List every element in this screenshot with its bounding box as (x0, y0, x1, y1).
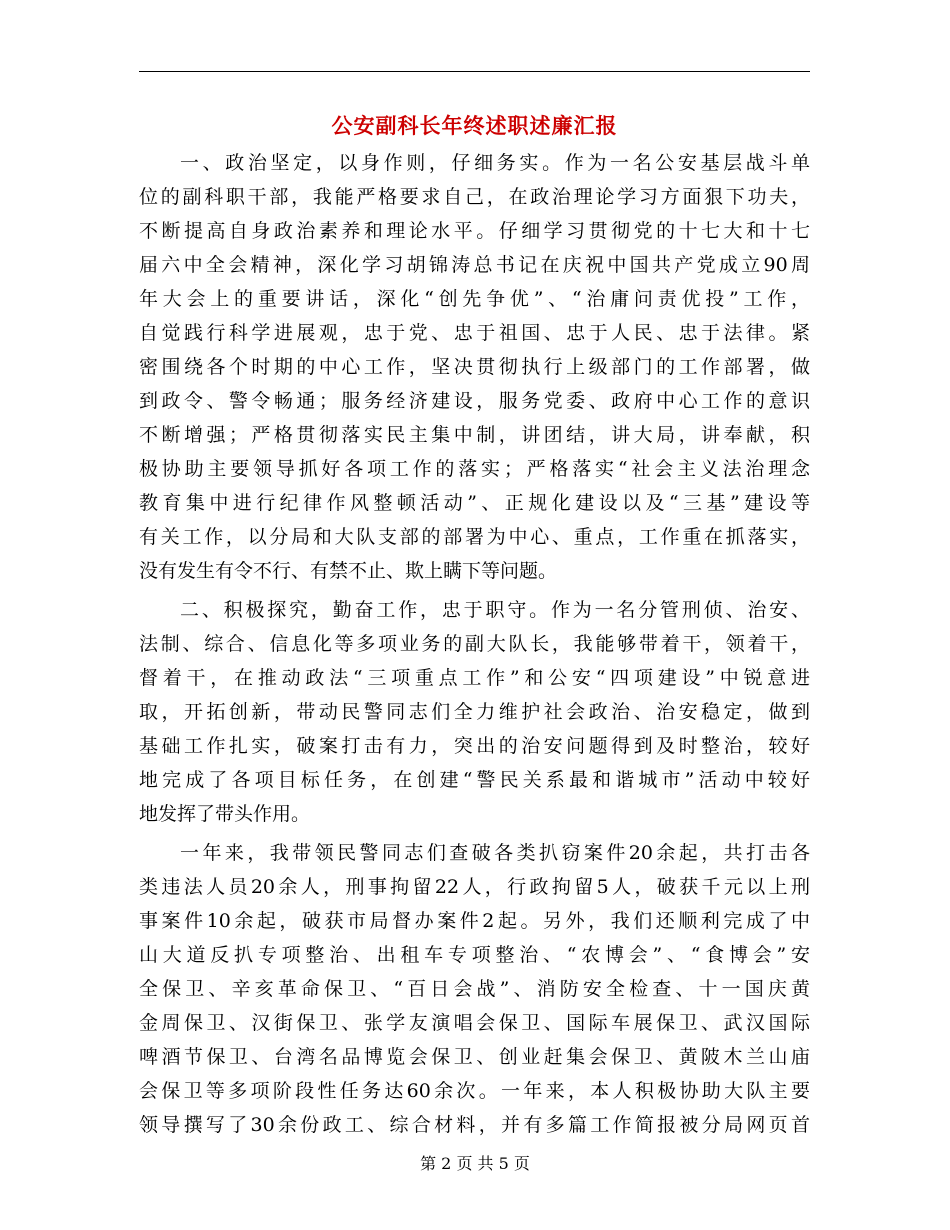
paragraph-line: 金周保卫、汉街保卫、张学友演唱会保卫、国际车展保卫、武汉国际 (139, 1012, 810, 1034)
paragraph-line: 地完成了各项目标任务，在创建“警民关系最和谐城市”活动中较好 (139, 769, 810, 791)
body-paragraph (139, 146, 810, 588)
paragraph-line: 教育集中进行纪律作风整顿活动”、正规化建设以及“三基”建设等 (139, 492, 810, 514)
paragraph-line: 事案件10余起，破获市局督办案件2起。另外，我们还顺利完成了中 (139, 910, 810, 932)
document-title: 公安副科长年终述职述廉汇报 (331, 113, 618, 138)
paragraph-line: 年大会上的重要讲话，深化“创先争优”、“治庸问责优投”工作， (139, 288, 810, 310)
paragraph-line: 取，开拓创新，带动民警同志们全力维护社会政治、治安稳定，做到 (139, 701, 810, 723)
paragraph-line: 领导撰写了30余份政工、综合材料，并有多篇工作简报被分局网页首 (139, 1114, 810, 1136)
paragraph-line: 地发挥了带头作用。 (139, 803, 311, 825)
paragraph-line: 督着干，在推动政法“三项重点工作”和公安“四项建设”中锐意进 (139, 667, 810, 689)
page-number: 第 2 页 共 5 页 (420, 1154, 530, 1173)
paragraph-line: 位的副科职干部，我能严格要求自己，在政治理论学习方面狠下功夫， (139, 186, 810, 208)
paragraph-line: 届六中全会精神，深化学习胡锦涛总书记在庆祝中国共产党成立90周 (139, 254, 810, 276)
paragraph-line: 基础工作扎实，破案打击有力，突出的治安问题得到及时整治，较好 (139, 735, 810, 757)
paragraph-line: 到政令、警令畅通；服务经济建设，服务党委、政府中心工作的意识 (139, 390, 810, 412)
paragraph-line: 会保卫等多项阶段性任务达60余次。一年来，本人积极协助大队主要 (139, 1080, 810, 1102)
paragraph-line: 密围绕各个时期的中心工作，坚决贯彻执行上级部门的工作部署，做 (139, 356, 810, 378)
header-rule (139, 71, 810, 72)
paragraph-line: 极协助主要领导抓好各项工作的落实；严格落实“社会主义法治理念 (139, 458, 810, 480)
paragraph-line: 没有发生有令不行、有禁不止、欺上瞒下等问题。 (139, 560, 558, 582)
paragraph-line: 类违法人员20余人，刑事拘留22人，行政拘留5人，破获千元以上刑 (139, 876, 810, 898)
body-paragraph (139, 593, 810, 831)
paragraph-line: 法制、综合、信息化等多项业务的副大队长，我能够带着干，领着干， (139, 633, 810, 655)
paragraph-line: 自觉践行科学进展观，忠于党、忠于祖国、忠于人民、忠于法律。紧 (139, 322, 810, 344)
paragraph-line: 有关工作，以分局和大队支部的部署为中心、重点，工作重在抓落实， (139, 526, 810, 548)
paragraph-line: 不断提高自身政治素养和理论水平。仔细学习贯彻党的十七大和十七 (139, 220, 810, 242)
paragraph-line: 二、积极探究，勤奋工作，忠于职守。作为一名分管刑侦、治安、 (180, 599, 810, 621)
paragraph-line: 山大道反扒专项整治、出租车专项整治、“农博会”、“食博会”安 (139, 944, 810, 966)
paragraph-line: 一、政治坚定，以身作则，仔细务实。作为一名公安基层战斗单 (180, 152, 810, 174)
body-paragraph (139, 836, 810, 1142)
paragraph-line: 全保卫、辛亥革命保卫、“百日会战”、消防安全检查、十一国庆黄 (139, 978, 810, 1000)
paragraph-line: 啤酒节保卫、台湾名品博览会保卫、创业赶集会保卫、黄陂木兰山庙 (139, 1046, 810, 1068)
document-body (139, 146, 810, 1142)
paragraph-line: 一年来，我带领民警同志们查破各类扒窃案件20余起，共打击各 (180, 842, 810, 864)
paragraph-line: 不断增强；严格贯彻落实民主集中制，讲团结，讲大局，讲奉献，积 (139, 424, 810, 446)
